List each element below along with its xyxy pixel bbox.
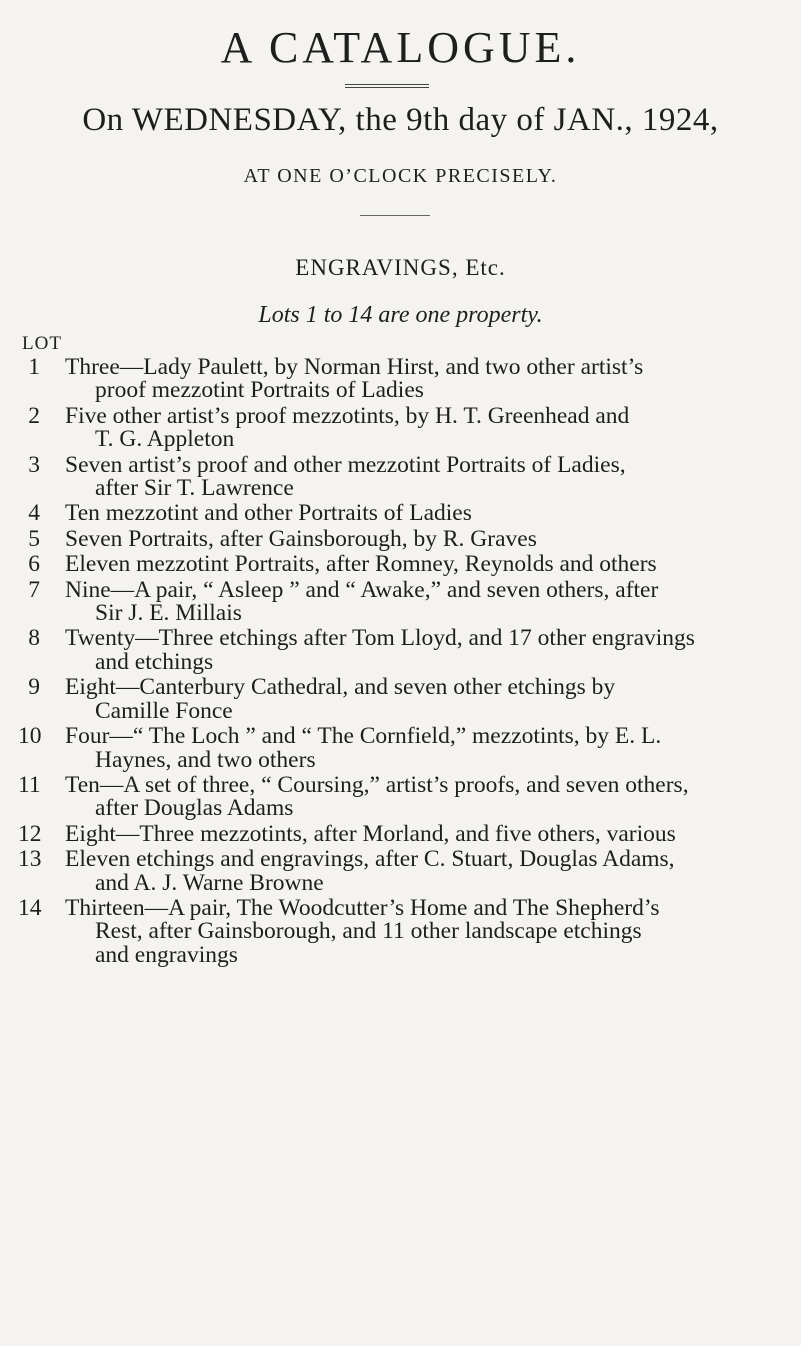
lot-item — [0, 402, 801, 453]
sale-time: AT ONE O’CLOCK PRECISELY. — [243, 165, 558, 187]
lot-description-cont: after Sir T. Lawrence — [95, 475, 294, 502]
lot-item — [0, 525, 801, 552]
lot-number: 2 — [28, 402, 40, 429]
lot-number: 14 — [18, 894, 42, 921]
lot-number: 5 — [28, 525, 40, 552]
title-divider-second — [345, 87, 429, 88]
lot-description: Four—“ The Loch ” and “ The Cornfield,” mezzotints, by E. L. — [65, 723, 662, 750]
sale-date: On WEDNESDAY, the 9th day of JAN., 1924, — [82, 102, 719, 138]
lot-number: 3 — [28, 451, 40, 478]
lot-description: Twenty—Three etchings after Tom Lloyd, and 17 other engravings — [65, 625, 695, 652]
lot-number: 4 — [28, 500, 40, 527]
property-note: Lots 1 to 14 are one property. — [258, 302, 543, 328]
lot-description: Seven artist’s proof and other mezzotint Portraits of Ladies, — [65, 451, 626, 478]
lot-description: Nine—A pair, “ Asleep ” and “ Awake,” and seven others, after — [65, 576, 659, 603]
lot-item — [0, 848, 801, 895]
lot-description-cont: proof mezzotint Portraits of Ladies — [95, 377, 424, 404]
lot-item — [0, 502, 801, 525]
lot-number: 1 — [28, 354, 40, 380]
lot-item — [0, 451, 801, 502]
lot-description: Eleven etchings and engravings, after C. Stuart, Douglas Adams, — [65, 846, 675, 873]
lot-description: Thirteen—A pair, The Woodcutter’s Home and The Shepherd’s — [65, 894, 660, 921]
lot-description-cont: and etchings — [95, 648, 214, 675]
lot-description-cont: after Douglas Adams — [95, 795, 294, 822]
lot-description: Five other artist’s proof mezzotints, by H. T. Greenhead and — [65, 402, 630, 429]
catalogue-title: A CATALOGUE. — [220, 23, 581, 72]
lot-item — [0, 725, 801, 772]
lot-item — [0, 894, 801, 968]
lot-number: 7 — [28, 576, 40, 603]
lot-description-cont: and A. J. Warne Browne — [95, 869, 324, 896]
lot-number: 13 — [18, 846, 42, 873]
lot-description-cont: Haynes, and two others — [95, 746, 316, 773]
lot-list — [0, 356, 801, 969]
lot-description: Eight—Three mezzotints, after Morland, and five others, various — [65, 820, 676, 847]
title-divider — [345, 84, 429, 85]
time-divider — [360, 215, 430, 216]
lot-number: 8 — [28, 625, 40, 652]
lot-description: Eight—Canterbury Cathedral, and seven other etchings by — [65, 674, 616, 701]
lot-item — [0, 553, 801, 576]
lot-description: Ten mezzotint and other Portraits of Ladies — [65, 500, 472, 527]
lot-description-cont: and engravings — [95, 941, 238, 968]
lot-number: 10 — [18, 723, 42, 750]
lot-item — [0, 820, 801, 847]
lot-number: 6 — [28, 551, 40, 578]
lot-description: Ten—A set of three, “ Coursing,” artist’s proofs, and seven others, — [65, 771, 689, 798]
lot-item — [0, 676, 801, 723]
section-heading: ENGRAVINGS, Etc. — [295, 255, 506, 280]
lot-description: Eleven mezzotint Portraits, after Romney, Reynolds and others — [65, 551, 657, 578]
lot-item — [0, 771, 801, 822]
lot-number: 12 — [18, 820, 42, 847]
lot-description-cont: Sir J. E. Millais — [95, 600, 242, 627]
lot-description: Seven Portraits, after Gainsborough, by R. Graves — [65, 525, 537, 552]
lot-item — [0, 356, 801, 403]
lot-column-label: LOT — [22, 333, 62, 354]
lot-item — [0, 627, 801, 674]
lot-description-cont: T. G. Appleton — [95, 426, 235, 453]
lot-description-cont: Rest, after Gainsborough, and 11 other landscape etchings — [95, 918, 642, 945]
lot-description: Three—Lady Paulett, by Norman Hirst, and two other artist’s — [65, 354, 644, 380]
lot-number: 9 — [28, 674, 40, 701]
lot-description-cont: Camille Fonce — [95, 697, 233, 724]
lot-number: 11 — [18, 771, 41, 798]
lot-item — [0, 576, 801, 627]
